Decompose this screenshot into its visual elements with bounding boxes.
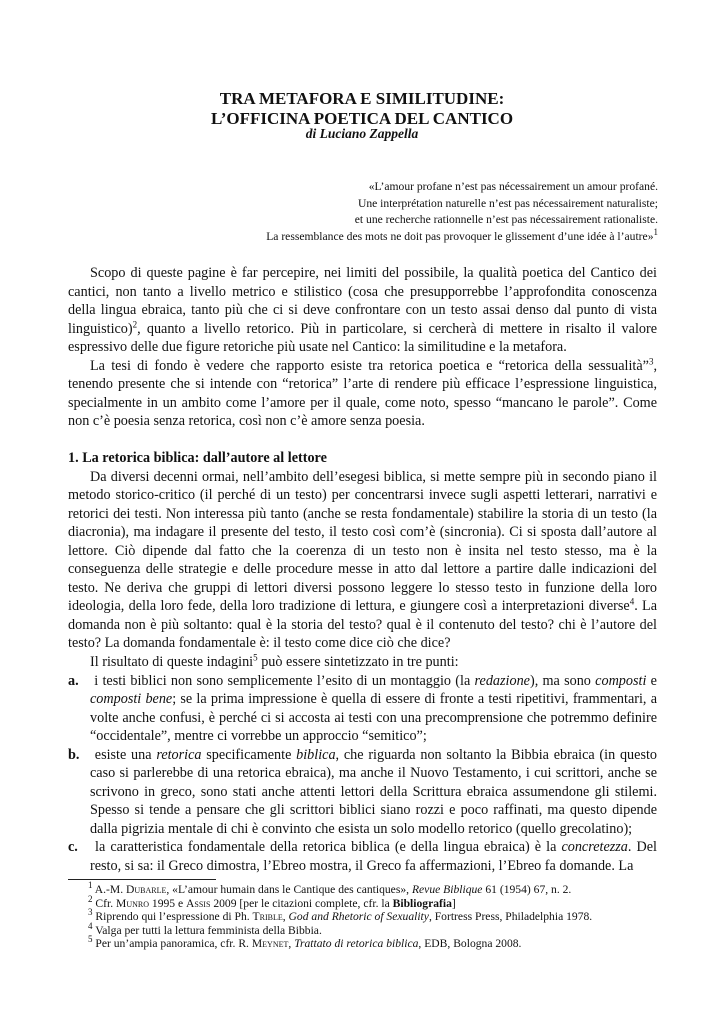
epigraph-line: Une interprétation naturelle n’est pas nécessairement naturaliste; — [357, 196, 658, 210]
footnote-4: $^4$ Valga per tutti la lettura femminista della Bibbia. — [88, 920, 322, 937]
footnote-5: $^5$ Per un’ampia panoramica, cfr. R. Meynet, Trattato di retorica biblica, EDB, Bologna 2008. — [88, 934, 522, 951]
author-line: di Luciano Zappella — [305, 126, 419, 141]
list-item-c: c. la caratteristica fondamentale della retorica biblica (e della lingua ebraica) è la concretezza. Del resto, si sa: il Greco dimostra, l’Ebreo mostra, il Greco fa affermazioni, l’Ebreo fa domande. La — [68, 839, 657, 875]
footnote-1: $^1$ A.-M. Dubarle, «L’amour humain dans le Cantique des cantiques», Revue Biblique 61 (1954) 67, n. 2. — [88, 880, 572, 896]
section-heading: 1. La retorica biblica: dall’autore al lettore — [68, 450, 327, 466]
intro-section — [68, 264, 657, 431]
footnotes — [88, 880, 688, 951]
footnote-2: $^2$ Cfr. Munro 1995 e Assis 2009 [per le citazioni complete, cfr. la Bibliografia] — [88, 893, 456, 910]
footnote-ref: 4 — [629, 596, 635, 607]
intro-paragraph-1: Scopo di queste pagine è far percepire, nei limiti del possibile, la qualità poetica del Cantico dei cantici, non tanto a livello metrico e stilistico (cosa che presupporrebbe l’approfondita conoscenza della lingua ebraica, tanto più che ci si deve confrontare con un testo assai denso dal punto di vista linguistico)$^2$, quanto a livello retorico. Più in particolare, si cercherà di mettere in risalto il valore espressivo delle due figure retoriche più usate nel Cantico: la similitudine e la metafora. — [68, 265, 657, 356]
epigraph-line: «L’amour profane n’est pas nécessairement un amour profané. — [368, 180, 658, 193]
list-item-b: b. esiste una retorica specificamente biblica, che riguarda non soltanto la Bibbia ebraica (in questo caso si parlerebbe di una retorica ebraica), ma anche il Nuovo Testamento, i cui scrittori, anche se scrivono in greco, sono stati anche attenti lettori della Scrittura ebraica assumendone gli stilemi. Spesso si tende a pensare che gli scrittori biblici siano rozzi e poco raffinati, ma questo dipende dalla pigrizia mentale di chi è convinto che esista un solo modello retorico (quello grecolatino); — [68, 746, 658, 837]
section-paragraph-1: Da diversi decenni ormai, nell’ambito dell’esegesi biblica, si mette sempre più in secondo piano il metodo storico-critico (il perché di un testo) per concentrarsi invece sugli aspetti letterari, narrativi e retorici dei testi. Non interessa più tanto (anche se resta fondamentale) stabilire la storia di un testo (la diacronia), ma indagare il presente del testo, il testo così com’è (sincronia). Ci si sposta dall’autore al lettore. Ciò dipende dal fatto che la coerenza di un testo non è insita nel testo stesso, ma è la conseguenza delle strategie e delle procedure messe in atto dal lettore a partire dalle indicazioni del testo. Ne deriva che gruppi di lettori diversi possono leggere lo stesso testo in funzione della loro ideologia, della loro fede, della loro tradizione di lettura, e giungere così a interpretazioni diverse$^4$. La domanda non è più soltanto: qual è la storia del testo? qual è il contenuto del testo? chi è l’autore del testo? La domanda fondamentale è: il testo come dice ciò che dice? — [68, 468, 657, 652]
section-paragraph-2: Il risultato di queste indagini$^5$ può essere sintetizzato in tre punti: — [90, 652, 459, 671]
title-line-1: TRA METAFORA E SIMILITUDINE: — [219, 89, 505, 108]
epigraph — [98, 179, 658, 245]
list-marker: b. — [68, 746, 80, 763]
epigraph-line: La ressemblance des mots ne doit pas provoquer le glissement d’une idée à l’autre»$^1$ — [266, 226, 658, 243]
epigraph-line: et une recherche rationnelle n’est pas nécessairement rationaliste. — [354, 213, 658, 226]
title-line-2: L’OFFICINA POETICA DEL CANTICO — [210, 109, 514, 128]
footnote-ref: 5 — [253, 652, 258, 663]
section-1 — [68, 449, 657, 876]
footnote-3: $^3$ Riprendo qui l’espressione di Ph. Trible, God and Rhetoric of Sexuality, Fortress Press, Philadelphia 1978. — [88, 907, 593, 924]
footnote-ref: 2 — [132, 318, 138, 329]
intro-paragraph-2: La tesi di fondo è vedere che rapporto esiste tra retorica poetica e “retorica della sessualità”$^3$, tenendo presente che si intende con “retorica” l’arte di rendere più efficace l’espressione linguistica, specialmente in un ambito come l’amore per il quale, come noto, spesso “mancano le parole”. Come non c’è poesia senza retorica, così non c’è amore senza poesia. — [68, 356, 657, 430]
list-marker: a. — [68, 672, 79, 689]
list-marker: c. — [68, 839, 78, 856]
list-item-a: a. i testi biblici non sono semplicemente l’esito di un montaggio (la redazione), ma sono composti e composti bene; se la prima impressione è quella di essere di fronte a testi ripetitivi, frammentari, a volte anche confusi, è perché ci si accosta ai testi con una precomprensione che potremmo definire “occidentale”, mentre ci vorrebbe un approccio “semitico”; — [68, 672, 657, 745]
footnote-ref: 1 — [653, 226, 658, 237]
footnote-ref: 3 — [648, 356, 654, 366]
